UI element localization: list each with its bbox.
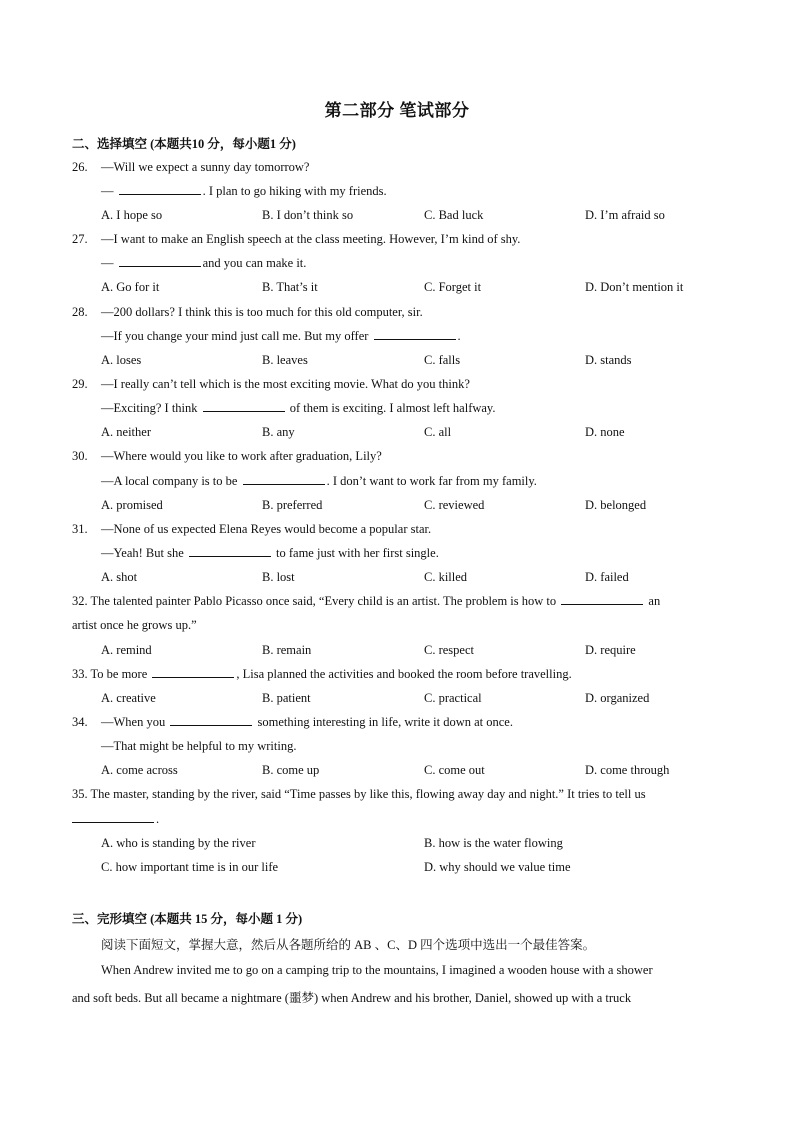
q35-line1: 35. The master, standing by the river, said “Time passes by like this, flowing away day and night.” It tries to tell us — [72, 787, 646, 801]
section3-heading: 三、完形填空 (本题共 15 分，每小题 1 分) — [72, 912, 303, 926]
q30-option-d[interactable]: D. belonged — [585, 498, 647, 512]
answer-blank[interactable] — [119, 184, 201, 195]
q33-line1: 33. To be more , Lisa planned the activities and booked the room before travelling. — [72, 667, 572, 681]
q28-option-c[interactable]: C. falls — [424, 353, 461, 367]
q26-line1: —Will we expect a sunny day tomorrow? — [101, 160, 310, 174]
q29-option-b[interactable]: B. any — [262, 425, 295, 439]
q30-option-c[interactable]: C. reviewed — [424, 498, 485, 512]
q35-option-d[interactable]: D. why should we value time — [424, 860, 571, 874]
q31-number: 31. — [72, 522, 88, 536]
q34-option-b[interactable]: B. come up — [262, 763, 320, 777]
q34-number: 34. — [72, 715, 88, 729]
q27-option-d[interactable]: D. Don’t mention it — [585, 280, 684, 294]
q28-number: 28. — [72, 305, 88, 319]
q33-option-c[interactable]: C. practical — [424, 691, 482, 705]
q28-line1: —200 dollars? I think this is too much for this old computer, sir. — [101, 305, 423, 319]
q31-option-a[interactable]: A. shot — [101, 570, 138, 584]
answer-blank[interactable] — [119, 256, 201, 267]
section3-instruction: 阅读下面短文，掌握大意，然后从各题所给的 AB 、C、D 四个选项中选出一个最佳答案。 — [101, 938, 596, 952]
q26-number: 26. — [72, 160, 88, 174]
q32-option-d[interactable]: D. require — [585, 643, 636, 657]
answer-blank[interactable] — [374, 329, 456, 340]
passage-line1: When Andrew invited me to go on a camping trip to the mountains, I imagined a wooden house with a shower — [101, 963, 653, 977]
q35-option-a[interactable]: A. who is standing by the river — [101, 836, 256, 850]
q31-option-b[interactable]: B. lost — [262, 570, 295, 584]
q27-line1: —I want to make an English speech at the class meeting. However, I’m kind of shy. — [101, 232, 521, 246]
q35-option-c[interactable]: C. how important time is in our life — [101, 860, 279, 874]
q27-option-c[interactable]: C. Forget it — [424, 280, 482, 294]
q34-option-c[interactable]: C. come out — [424, 763, 485, 777]
q27-option-b[interactable]: B. That’s it — [262, 280, 318, 294]
passage-line2: and soft beds. But all became a nightmare (噩梦) when Andrew and his brother, Daniel, showed up with a truck — [72, 991, 632, 1005]
q29-option-d[interactable]: D. none — [585, 425, 625, 439]
q34-option-a[interactable]: A. come across — [101, 763, 178, 777]
section2-heading: 二、选择填空 (本题共10 分，每小题1 分) — [72, 137, 296, 151]
q32-option-b[interactable]: B. remain — [262, 643, 312, 657]
page-title: 第二部分 笔试部分 — [324, 101, 470, 120]
q30-line2: —A local company is to be . I don’t want to work far from my family. — [101, 474, 537, 488]
q32-line1: 32. The talented painter Pablo Picasso once said, “Every child is an artist. The problem is how to an — [72, 594, 661, 608]
q33-option-d[interactable]: D. organized — [585, 691, 650, 705]
q29-option-a[interactable]: A. neither — [101, 425, 151, 439]
q29-line2: —Exciting? I think of them is exciting. I almost left halfway. — [101, 401, 496, 415]
q30-option-a[interactable]: A. promised — [101, 498, 163, 512]
q26-line2: — . I plan to go hiking with my friends. — [101, 184, 387, 198]
q32-option-c[interactable]: C. respect — [424, 643, 474, 657]
q28-option-a[interactable]: A. loses — [101, 353, 142, 367]
q33-option-b[interactable]: B. patient — [262, 691, 311, 705]
answer-blank[interactable] — [189, 546, 271, 557]
q32-line2: artist once he grows up.” — [72, 618, 197, 632]
answer-blank[interactable] — [152, 667, 234, 678]
q34-option-d[interactable]: D. come through — [585, 763, 670, 777]
q28-option-b[interactable]: B. leaves — [262, 353, 308, 367]
answer-blank[interactable] — [170, 715, 252, 726]
q30-number: 30. — [72, 449, 88, 463]
q34-line1: —When you something interesting in life, write it down at once. — [101, 715, 513, 729]
answer-blank[interactable] — [203, 401, 285, 412]
answer-blank[interactable] — [561, 594, 643, 605]
q27-line2: — and you can make it. — [101, 256, 307, 270]
q30-line1: —Where would you like to work after graduation, Lily? — [101, 449, 382, 463]
answer-blank[interactable] — [243, 474, 325, 485]
q31-line2: —Yeah! But she to fame just with her first single. — [101, 546, 439, 560]
q35-line2: . — [72, 812, 159, 827]
q28-line2: —If you change your mind just call me. But my offer . — [101, 329, 461, 343]
q26-option-d[interactable]: D. I’m afraid so — [585, 208, 665, 222]
q26-option-b[interactable]: B. I don’t think so — [262, 208, 354, 222]
q28-option-d[interactable]: D. stands — [585, 353, 632, 367]
answer-blank[interactable] — [72, 812, 154, 823]
q32-option-a[interactable]: A. remind — [101, 643, 152, 657]
q27-option-a[interactable]: A. Go for it — [101, 280, 160, 294]
q29-option-c[interactable]: C. all — [424, 425, 452, 439]
q27-number: 27. — [72, 232, 88, 246]
q30-option-b[interactable]: B. preferred — [262, 498, 323, 512]
q29-line1: —I really can’t tell which is the most exciting movie. What do you think? — [101, 377, 470, 391]
q26-option-a[interactable]: A. I hope so — [101, 208, 163, 222]
q35-option-b[interactable]: B. how is the water flowing — [424, 836, 563, 850]
q26-option-c[interactable]: C. Bad luck — [424, 208, 484, 222]
q33-option-a[interactable]: A. creative — [101, 691, 156, 705]
q31-line1: —None of us expected Elena Reyes would become a popular star. — [101, 522, 432, 536]
q29-number: 29. — [72, 377, 88, 391]
q31-option-c[interactable]: C. killed — [424, 570, 468, 584]
q31-option-d[interactable]: D. failed — [585, 570, 629, 584]
q34-line2: —That might be helpful to my writing. — [101, 739, 297, 753]
